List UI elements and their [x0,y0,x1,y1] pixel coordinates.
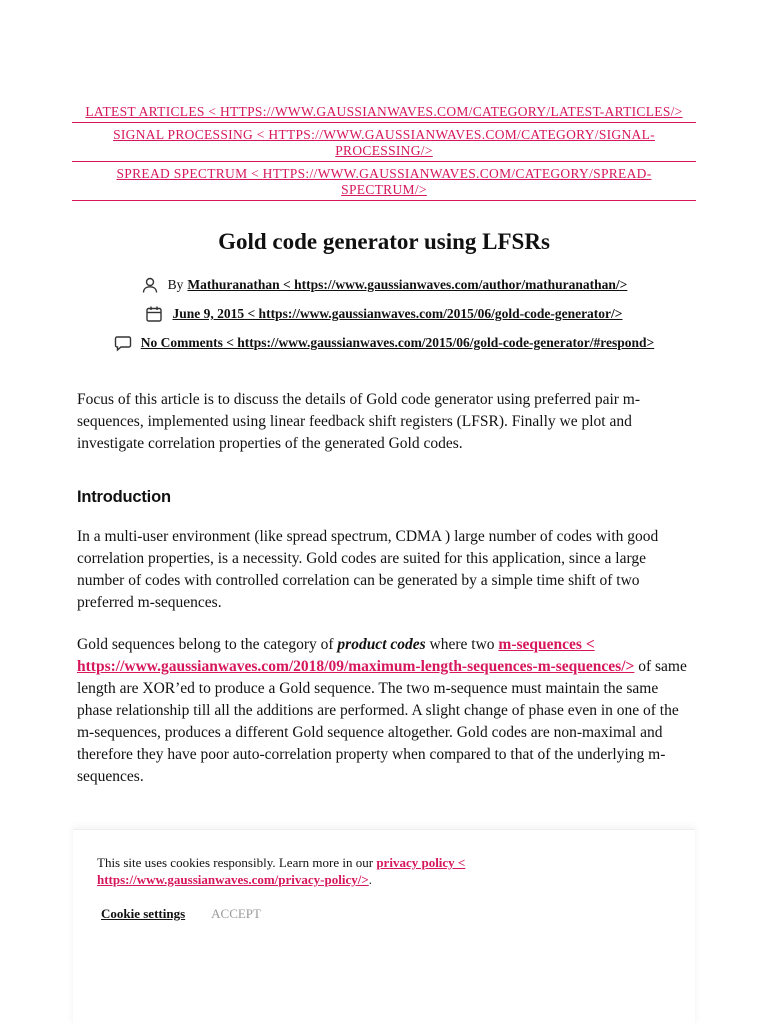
author-link[interactable]: Mathuranathan < https://www.gaussianwaves.com/author/mathuranathan/> [187,277,628,292]
m-sequences-link[interactable]: m-sequences < https://www.gaussianwaves.com/2018/09/maximum-length-sequences-m-sequences/> [77,636,635,675]
post-comments [0,334,768,352]
page-title: Gold code generator using LFSRs [218,229,550,254]
by-label: By [167,277,184,292]
cookie-message [97,854,527,888]
paragraph-text: of same length are XOR’ed to produce a Gold sequence. The two m-sequence must maintain the same phase relationship till all the additions are performed. A slight change of phase even in one of the m-sequences, produces a different Gold sequence altogether. Gold codes are non-maximal and therefore they have poor auto-correlation property when compared to that of the underlying m-sequences. [77,658,687,785]
paragraph-text: where two [425,636,499,653]
body-paragraph-gold-sequences [77,634,693,788]
user-icon [141,276,159,294]
calendar-icon [145,305,163,323]
date-link[interactable]: June 9, 2015 < https://www.gaussianwaves.com/2015/06/gold-code-generator/> [172,306,623,321]
category-link-spread-spectrum[interactable]: SPREAD SPECTRUM < HTTPS://WWW.GAUSSIANWAVES.COM/CATEGORY/SPREAD-SPECTRUM/> [72,162,696,201]
cookie-actions [101,906,261,922]
body-paragraph: In a multi-user environment (like spread spectrum, CDMA ) large number of codes with good correlation properties, is a necessity. Gold codes are suited for this application, since a large number of codes with controlled correlation can be generated by a simple time shift of two preferred m-sequences. [77,528,659,611]
emphasis-product-codes: product codes [337,636,426,653]
category-link-signal-processing[interactable]: SIGNAL PROCESSING < HTTPS://WWW.GAUSSIANWAVES.COM/CATEGORY/SIGNAL-PROCESSING/> [72,123,696,162]
comment-icon [114,334,132,352]
cookie-banner [73,829,695,1024]
cookie-text-end: . [368,872,372,887]
intro-paragraph: Focus of this article is to discuss the details of Gold code generator using preferred pair m-sequences, implemented using linear feedback shift registers (LFSR). Finally we plot and investigate correlation properties of the generated Gold codes. [77,391,641,452]
cookie-settings-button[interactable]: Cookie settings [101,906,186,921]
section-heading-introduction: Introduction [77,488,171,506]
category-list [72,100,696,201]
accept-button[interactable]: ACCEPT [211,906,261,921]
post-author [0,276,768,294]
post-date [0,305,768,323]
cookie-text: This site uses cookies responsibly. Learn more in our [97,855,377,870]
comments-link[interactable]: No Comments < https://www.gaussianwaves.com/2015/06/gold-code-generator/#respond> [140,335,655,350]
article-body [77,389,693,808]
category-link-latest-articles[interactable]: LATEST ARTICLES < HTTPS://WWW.GAUSSIANWAVES.COM/CATEGORY/LATEST-ARTICLES/> [72,100,696,123]
paragraph-text: Gold sequences belong to the category of [77,636,338,653]
privacy-policy-link[interactable]: privacy policy < https://www.gaussianwaves.com/privacy-policy/> [97,855,466,887]
